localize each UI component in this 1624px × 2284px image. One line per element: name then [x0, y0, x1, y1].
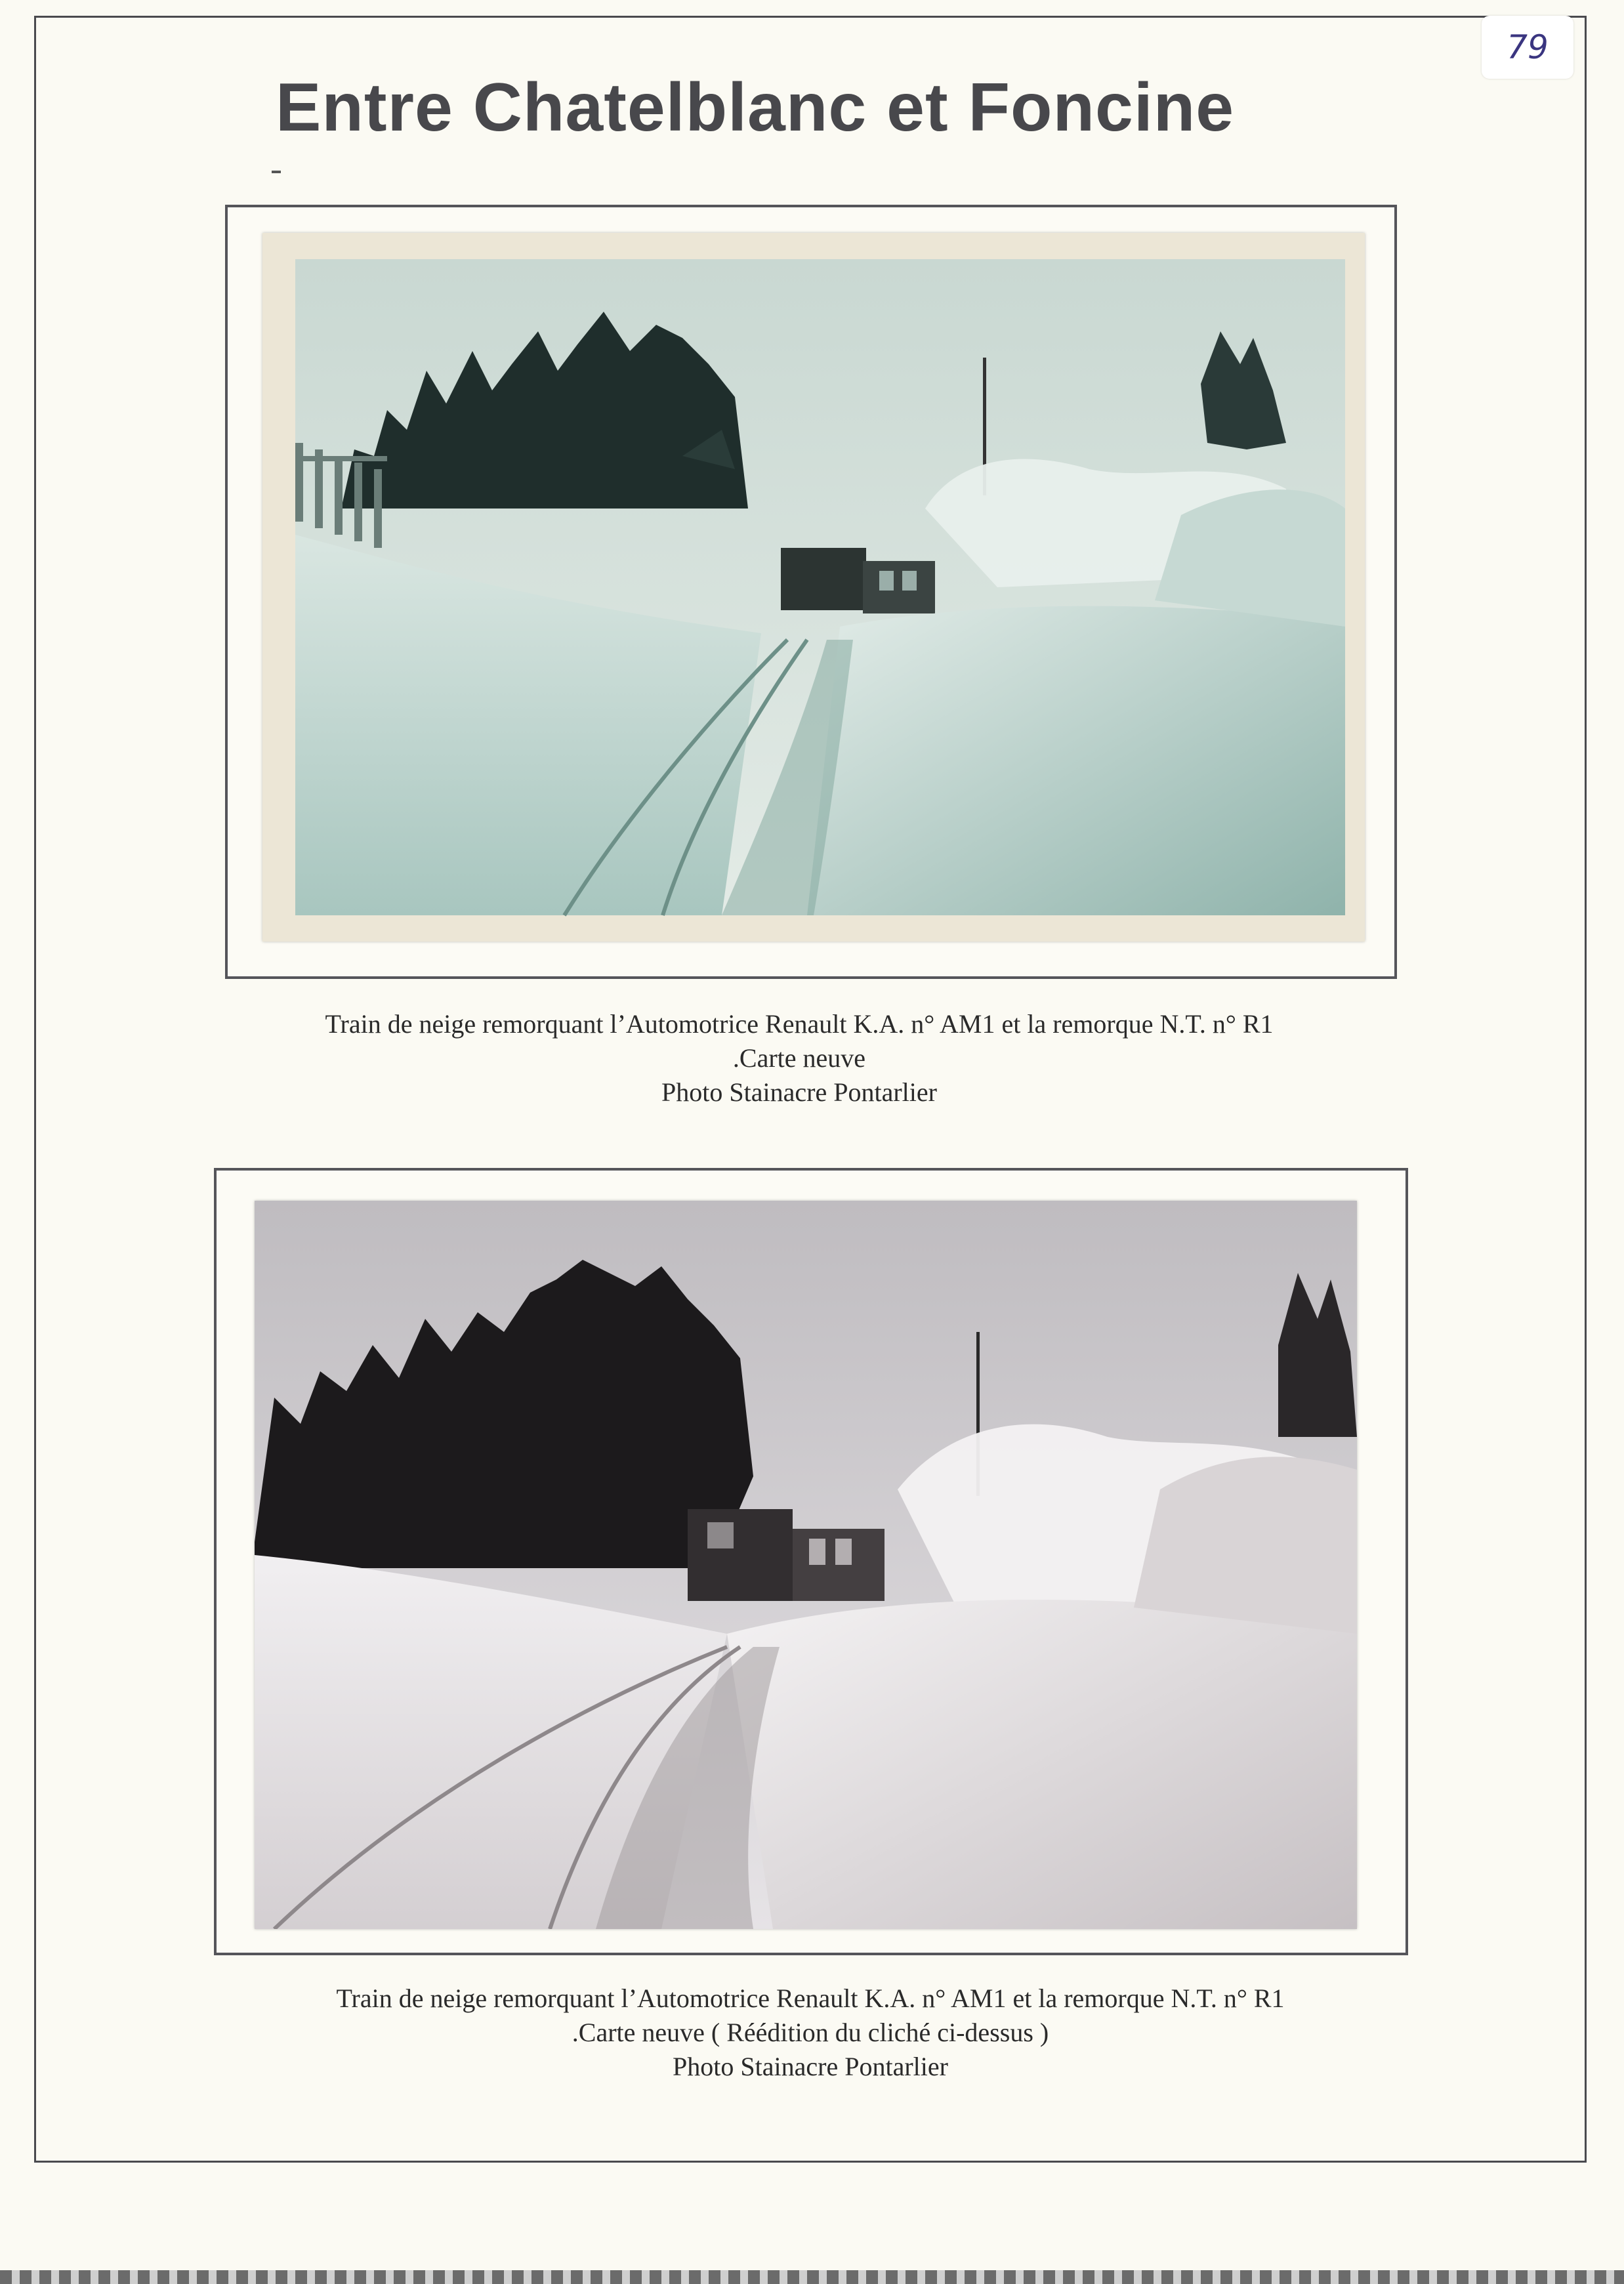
caption-description: Train de neige remorquant l’Automotrice Renault K.A. n° AM1 et la remorque N.T. n° R1: [336, 1983, 1285, 2013]
postcard-photo-1: [262, 233, 1365, 942]
postcard-caption-1: [176, 1007, 1423, 1110]
postcard-photo-2: [255, 1201, 1357, 1929]
snow-train-scene-1: [262, 233, 1365, 942]
caption-description: Train de neige remorquant l’Automotrice Renault K.A. n° AM1 et la remorque N.T. n° R1: [325, 1009, 1274, 1039]
snow-train-scene-2: [255, 1201, 1357, 1929]
postcard-caption-2: [187, 1982, 1434, 2084]
caption-condition: .Carte neuve: [732, 1043, 866, 1073]
page-title: Entre Chatelblanc et Foncine: [276, 70, 1235, 146]
scan-edge-strip: [0, 2270, 1624, 2284]
title-mark: [272, 171, 281, 173]
caption-condition: .Carte neuve ( Réédition du cliché ci-dessus ): [572, 2018, 1049, 2047]
page-number-label: 79: [1482, 16, 1573, 79]
caption-photographer: Photo Stainacre Pontarlier: [673, 2052, 948, 2081]
caption-photographer: Photo Stainacre Pontarlier: [661, 1077, 937, 1107]
